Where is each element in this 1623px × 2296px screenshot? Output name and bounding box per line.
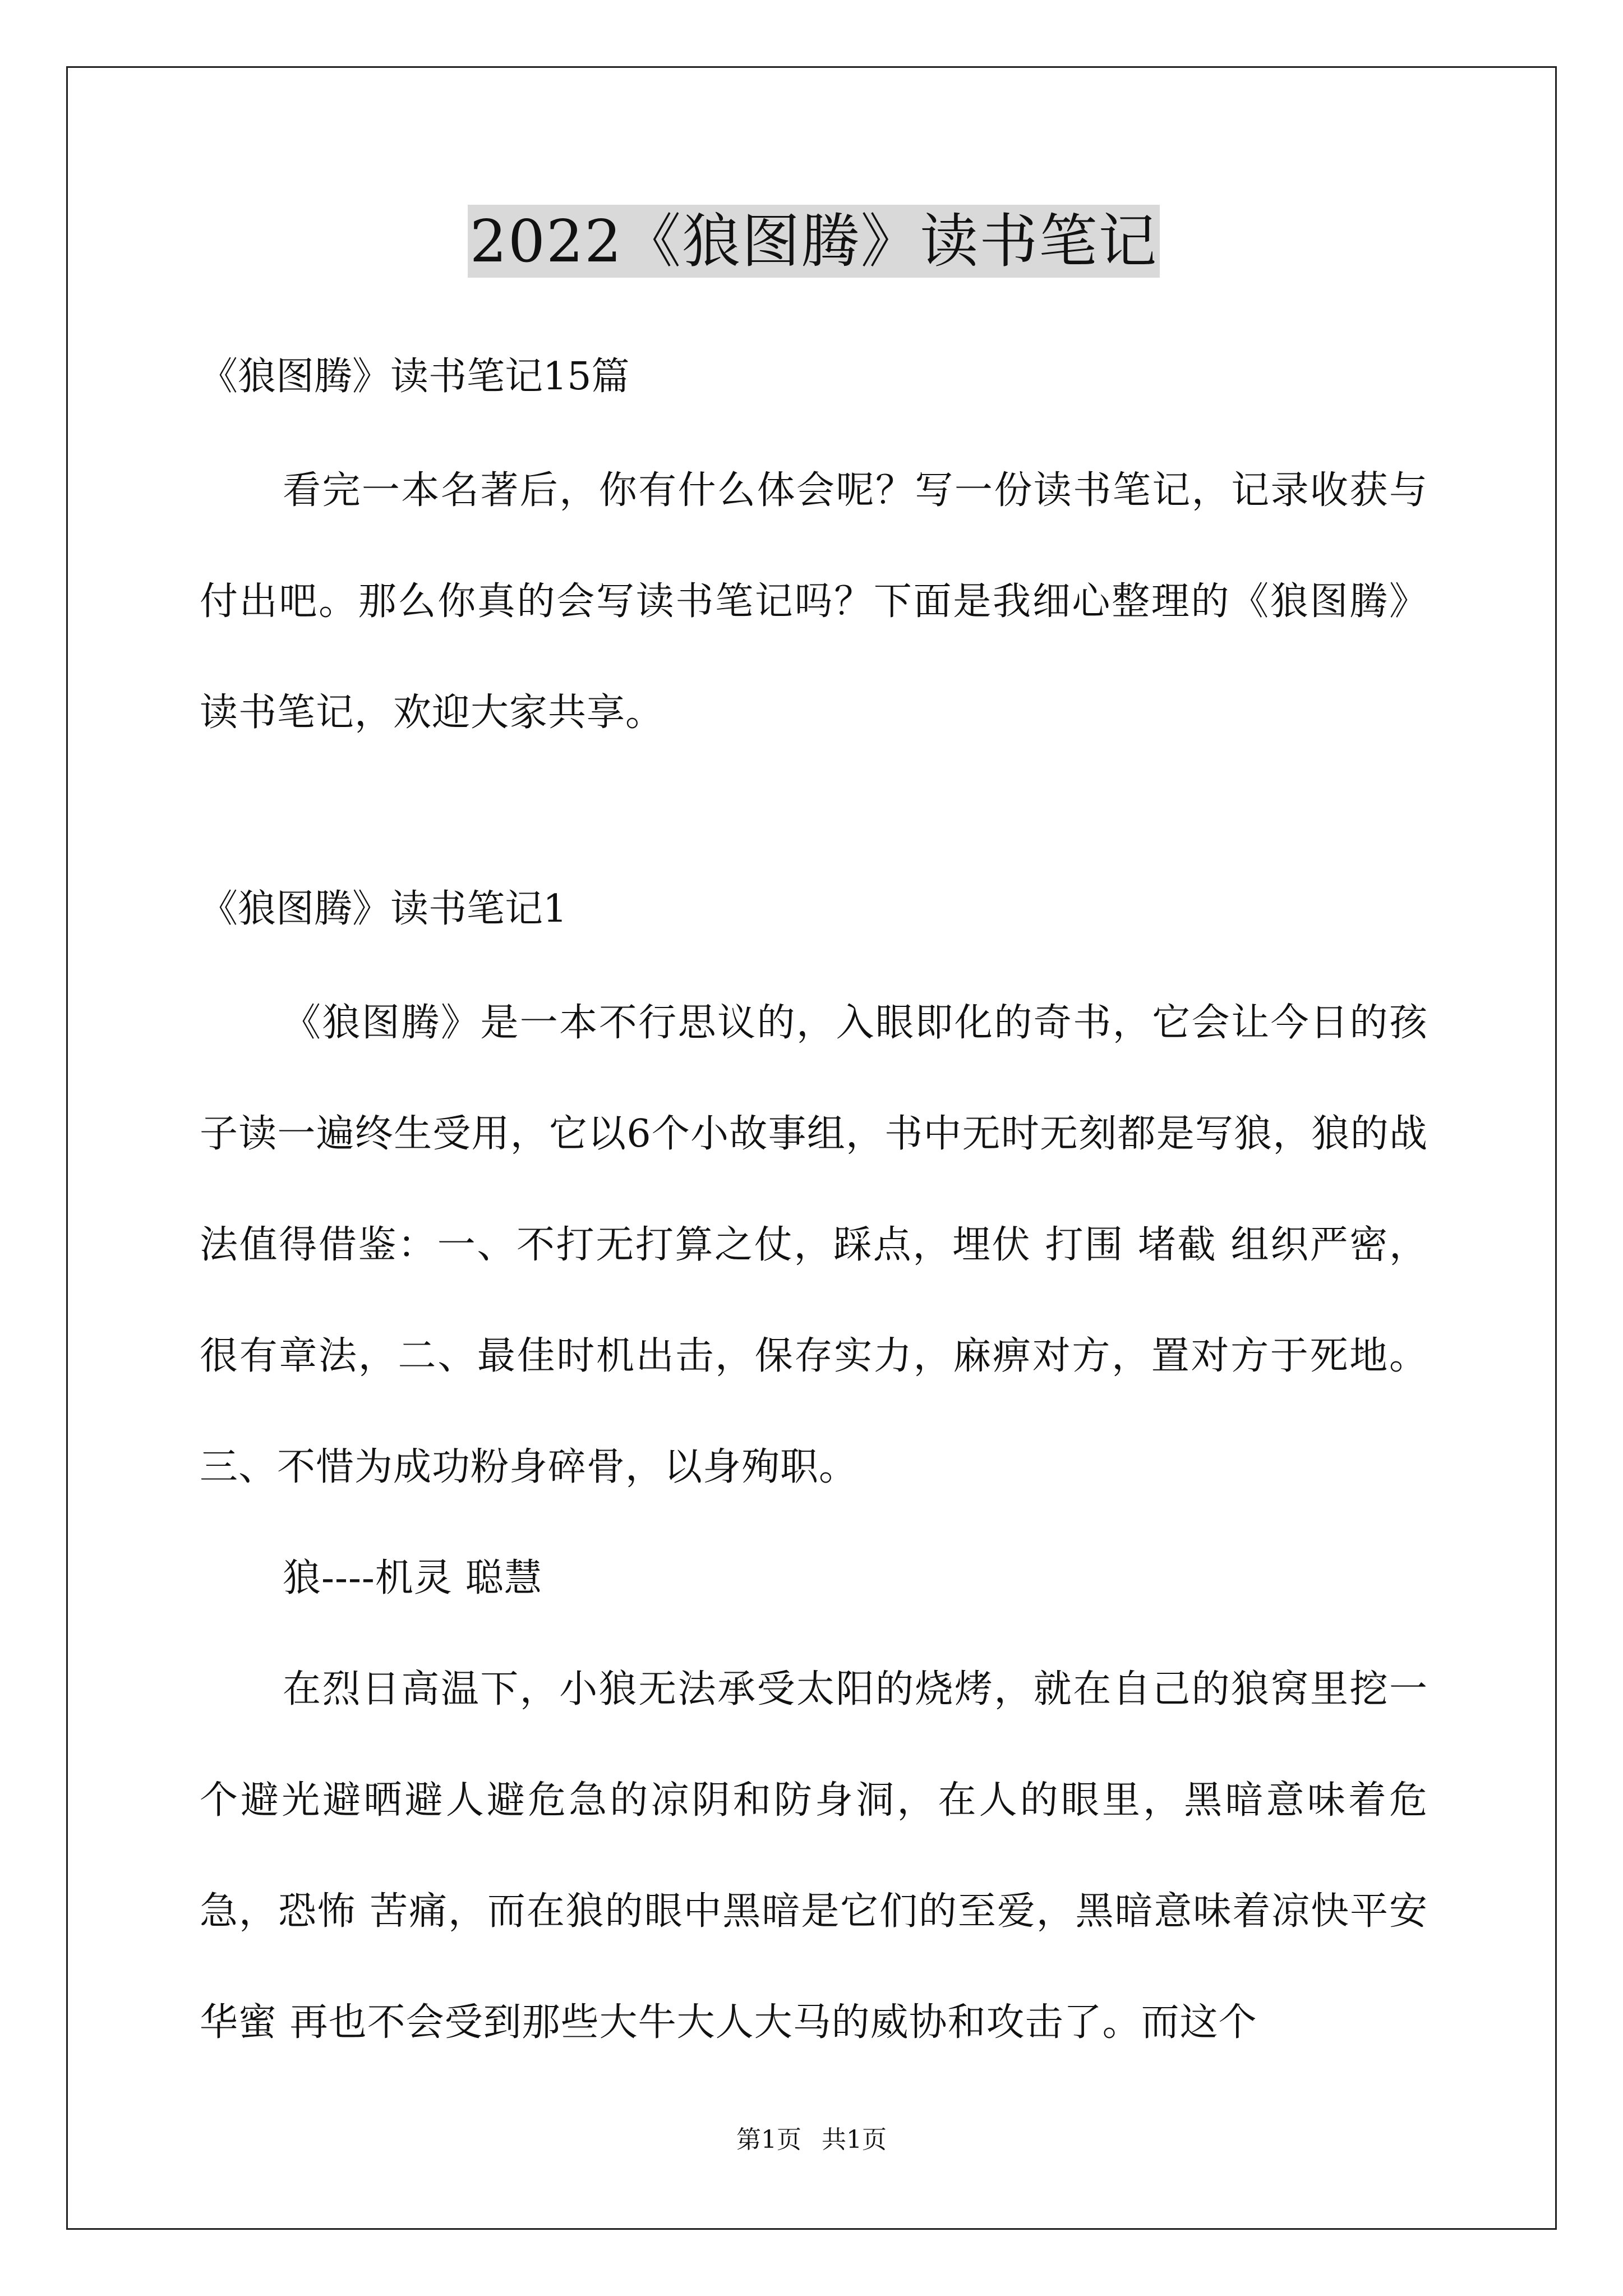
document-title: 2022《狼图腾》读书笔记 [468, 205, 1160, 278]
page-number-current: 第1页 [736, 2125, 801, 2154]
body-paragraph-1: 《狼图腾》是一本不行思议的，入眼即化的奇书，它会让今日的孩子读一遍终生受用，它以6个小故事组，书中无时无刻都是写狼，狼的战法值得借鉴：一、不打无打算之仗，踩点，埋伏 打围 堵截 组织严密，很有章法，二、最佳时机出击，保存实力，麻痹对方，置对方于死地。三、不惜为成功粉身碎骨，以身殉职。 [200, 1001, 1428, 1489]
page-footer [0, 2123, 1623, 2157]
section-heading: 《狼图腾》读书笔记1 [200, 887, 568, 931]
page-number-total: 共1页 [822, 2125, 887, 2154]
body-paragraph-2: 狼----机灵 聪慧 [283, 1556, 543, 1600]
intro-paragraph: 看完一本名著后，你有什么体会呢？写一份读书笔记，记录收获与付出吧。那么你真的会写读书笔记吗？下面是我细心整理的《狼图腾》读书笔记，欢迎大家共享。 [200, 468, 1428, 735]
document-subtitle: 《狼图腾》读书笔记15篇 [200, 355, 630, 399]
title-wrap [200, 205, 1428, 278]
body-paragraph-3: 在烈日高温下，小狼无法承受太阳的烧烤，就在自己的狼窝里挖一个避光避晒避人避危急的凉阴和防身洞，在人的眼里，黑暗意味着危急，恐怖 苦痛，而在狼的眼中黑暗是它们的至爱，黑暗意味着凉快平安 华蜜 再也不会受到那些大牛大人大马的威协和攻击了。而这个 [200, 1667, 1428, 2045]
